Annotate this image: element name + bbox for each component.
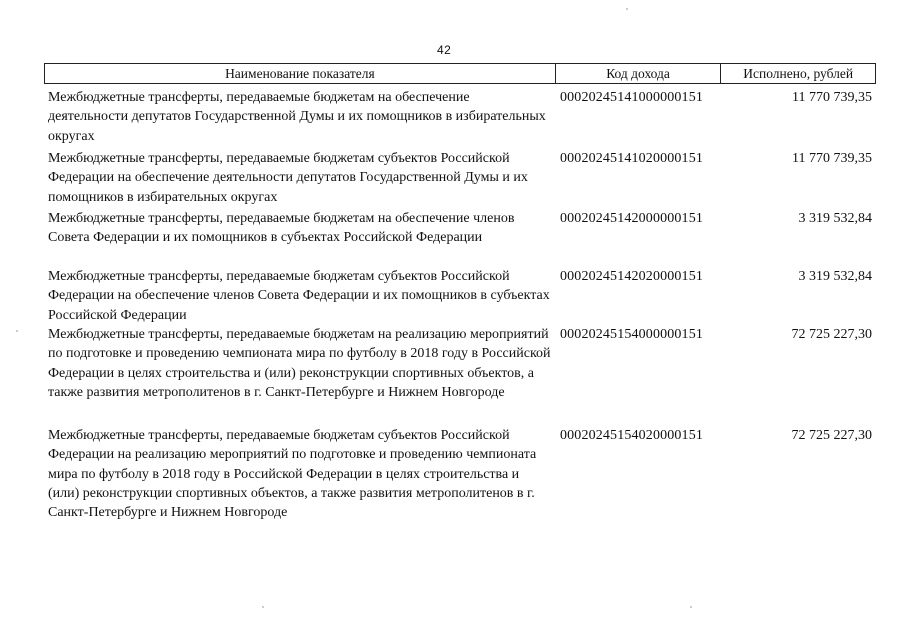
row-executed: 72 725 227,30 <box>791 327 872 342</box>
row-name: Межбюджетные трансферты, передаваемые бюджетам субъектов Российской Федерации на обеспечение деятельности депутатов Государственной Думы и их помощников в избирательных округах <box>48 151 528 205</box>
table-row <box>44 426 876 522</box>
row-name: Межбюджетные трансферты, передаваемые бюджетам субъектов Российской Федерации на реализацию мероприятий по подготовке и проведению чемпионата мира по футболу в 2018 году в Российской Федерации в целях строительства и (или) реконструкции спортивных объектов, а также развития метрополитенов в г. Санкт-Петербурге и Нижнем Новгороде <box>48 428 537 521</box>
row-name: Межбюджетные трансферты, передаваемые бюджетам на обеспечение членов Совета Федерации и их помощников в субъектах Российской Федерации <box>48 211 515 246</box>
table-row <box>44 267 876 325</box>
row-name: Межбюджетные трансферты, передаваемые бюджетам на обеспечение деятельности депутатов Государственной Думы и их помощников в избирательных округах <box>48 90 546 144</box>
table-row <box>44 88 876 146</box>
row-executed: 11 770 739,35 <box>792 151 872 166</box>
row-code: 00020245141000000151 <box>560 90 703 105</box>
row-code: 00020245141020000151 <box>560 151 703 166</box>
row-name: Межбюджетные трансферты, передаваемые бюджетам на реализацию мероприятий по подготовке и проведению чемпионата мира по футболу в 2018 году в Российской Федерации в целях строительства и (или) реконструкции спортивных объектов, а также развития метрополитенов в г. Санкт-Петербурге и Нижнем Новгороде <box>48 327 551 400</box>
header-name: Наименование показателя <box>45 64 556 83</box>
header-code: Код дохода <box>556 64 722 83</box>
row-code: 00020245154000000151 <box>560 327 703 342</box>
scan-speck <box>626 8 628 10</box>
row-code: 00020245142000000151 <box>560 211 703 226</box>
header-executed: Исполнено, рублей <box>743 66 854 81</box>
row-code: 00020245154020000151 <box>560 428 703 443</box>
scan-speck <box>690 606 692 608</box>
row-executed: 11 770 739,35 <box>792 90 872 105</box>
row-code: 00020245142020000151 <box>560 269 703 284</box>
scan-speck <box>262 606 264 608</box>
table-row <box>44 325 876 402</box>
table-row <box>44 209 876 248</box>
row-executed: 3 319 532,84 <box>798 269 872 284</box>
revenue-table <box>44 63 876 521</box>
table-header <box>44 63 876 84</box>
page-number: 42 <box>437 43 452 57</box>
scan-speck <box>16 330 18 332</box>
row-executed: 72 725 227,30 <box>791 428 872 443</box>
table-row <box>44 149 876 207</box>
row-executed: 3 319 532,84 <box>798 211 872 226</box>
row-name: Межбюджетные трансферты, передаваемые бюджетам субъектов Российской Федерации на обеспечение членов Совета Федерации и их помощников в субъектах Российской Федерации <box>48 269 550 323</box>
